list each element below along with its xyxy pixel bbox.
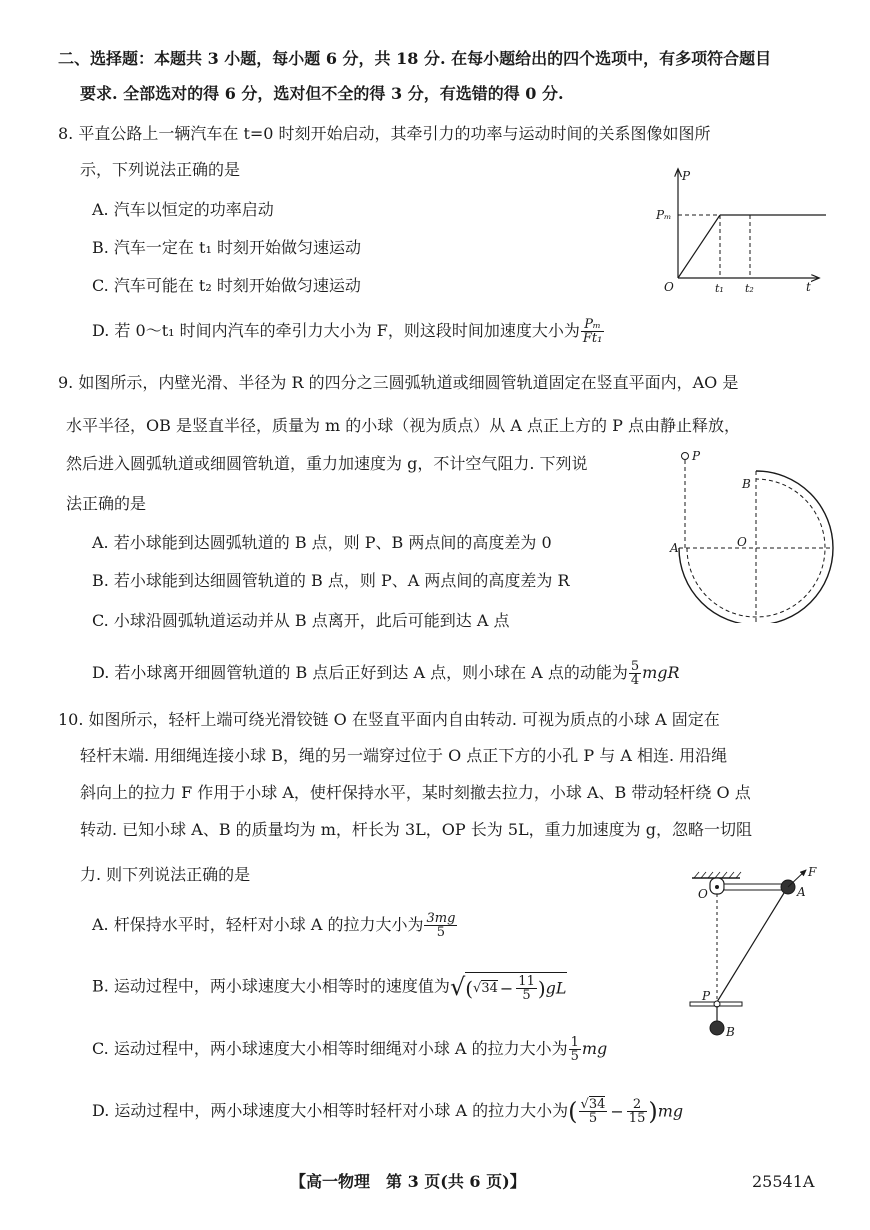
q10-label-b: B bbox=[726, 1025, 735, 1039]
q10-b-unit: gL bbox=[545, 978, 567, 998]
q10-option-b-text: B. 运动过程中，两小球速度大小相等时的速度值为 bbox=[92, 976, 450, 996]
q10-option-d-text: D. 运动过程中，两小球速度大小相等时轻杆对小球 A 的拉力大小为 bbox=[92, 1101, 569, 1120]
q9-ball-p bbox=[682, 453, 689, 460]
q10-d-numerator2: 2 bbox=[627, 1098, 648, 1112]
q10-d-open-paren: ( bbox=[568, 1097, 578, 1126]
q9-stem-line3: 然后进入圆弧轨道或细圆管轨道，重力加速度为 g，不计空气阻力. 下列说 bbox=[66, 454, 588, 473]
q10-d-fraction2 bbox=[627, 1098, 648, 1125]
q8-label-o: O bbox=[664, 280, 674, 294]
q10-stem-line2: 轻杆末端. 用细绳连接小球 B，绳的另一端穿过位于 O 点正下方的小孔 P 与 A 相连. 用沿绳 bbox=[80, 746, 728, 765]
q10-d-fraction1 bbox=[579, 1098, 608, 1125]
section-header-line1: 二、选择题：本题共 3 小题，每小题 6 分，共 18 分. 在每小题给出的四个选项中，有多项符合题目 bbox=[58, 49, 772, 68]
q10-d-minus: − bbox=[610, 1101, 624, 1121]
q10-d-sqrt-34: 34 bbox=[588, 1097, 606, 1112]
q10-d-numerator1: √34 bbox=[580, 1097, 606, 1112]
q9-stem-line4: 法正确的是 bbox=[66, 494, 147, 513]
q8-stem-line2: 示，下列说法正确的是 bbox=[80, 160, 241, 179]
q8-power-time-graph bbox=[640, 160, 830, 300]
q9-circular-track-figure bbox=[666, 448, 836, 623]
q9-stem-line2: 水平半径，OB 是竖直半径，质量为 m 的小球（视为质点）从 A 点正上方的 P 点由静止释放， bbox=[66, 416, 740, 435]
q10-label-o: O bbox=[698, 887, 708, 901]
q8-label-p: P bbox=[682, 169, 691, 183]
q8-label-t2: t₂ bbox=[745, 282, 754, 295]
q8-d-numerator: Pₘ bbox=[581, 318, 604, 332]
q10-d-close-paren: ) bbox=[648, 1097, 658, 1126]
q9-option-d bbox=[92, 660, 680, 687]
q10-c-numerator: 1 bbox=[570, 1035, 579, 1050]
q10-rope-ap bbox=[717, 893, 784, 1002]
q10-b-radical-sign: √ bbox=[449, 973, 466, 1001]
q8-ramp-line bbox=[678, 215, 720, 278]
q10-label-a: A bbox=[797, 885, 806, 899]
q8-label-t: t bbox=[806, 280, 811, 294]
q10-option-c-fraction bbox=[569, 1036, 581, 1063]
q10-c-denominator: 5 bbox=[570, 1049, 579, 1064]
q8-option-a: A. 汽车以恒定的功率启动 bbox=[92, 200, 274, 219]
page-footer: 【高一物理 第 3 页(共 6 页)】 bbox=[290, 1172, 526, 1191]
q10-b-radicand bbox=[465, 972, 566, 1002]
q10-b-denominator: 5 bbox=[522, 988, 531, 1003]
q8-option-b: B. 汽车一定在 t₁ 时刻开始做匀速运动 bbox=[92, 238, 361, 257]
q10-hinge-pin bbox=[715, 885, 719, 889]
q10-stem-line5: 力. 则下列说法正确的是 bbox=[80, 865, 251, 884]
q10-rod-rope-figure bbox=[684, 862, 824, 1052]
q10-label-f: F bbox=[808, 865, 817, 879]
q8-option-d bbox=[92, 318, 605, 345]
q9-stem-line1: 9. 如图所示，内壁光滑、半径为 R 的四分之三圆弧轨道或细圆管轨道固定在竖直平面内，AO 是 bbox=[58, 373, 739, 392]
q10-d-denominator1: 5 bbox=[588, 1111, 598, 1126]
q10-label-p: P bbox=[702, 989, 711, 1003]
q10-b-minus: − bbox=[499, 978, 514, 998]
q10-ball-b bbox=[710, 1021, 724, 1035]
q9-d-numerator: 5 bbox=[630, 659, 640, 674]
q9-option-d-fraction bbox=[629, 660, 641, 687]
q10-d-denominator2: 15 bbox=[628, 1111, 646, 1126]
q9-option-d-text: D. 若小球离开细圆管轨道的 B 点后正好到达 A 点，则小球在 A 点的动能为 bbox=[92, 663, 628, 682]
q8-option-d-text: D. 若 0～t₁ 时间内汽车的牵引力大小为 F，则这段时间加速度大小为 bbox=[92, 321, 580, 340]
q9-option-b: B. 若小球能到达细圆管轨道的 B 点，则 P、A 两点间的高度差为 R bbox=[92, 571, 570, 590]
q8-option-c: C. 汽车可能在 t₂ 时刻开始做匀速运动 bbox=[92, 276, 361, 295]
q8-label-pm: Pₘ bbox=[656, 208, 672, 222]
q8-stem-line1: 8. 平直公路上一辆汽车在 t=0 时刻开始启动，其牵引力的功率与运动时间的关系图像如图所 bbox=[58, 124, 711, 143]
q10-b-inner-sqrt: √34 bbox=[473, 981, 498, 996]
section-header-line2: 要求. 全部选对的得 6 分，选对但不全的得 3 分，有选错的得 0 分. bbox=[80, 84, 564, 103]
q8-d-denominator: Ft₁ bbox=[582, 331, 603, 346]
q9-label-b: B bbox=[742, 477, 751, 491]
q10-stem-line4: 转动. 已知小球 A、B 的质量均为 m，杆长为 3L，OP 长为 5L，重力加速度为 g，忽略一切阻 bbox=[80, 820, 752, 839]
q10-c-unit: mg bbox=[581, 1039, 608, 1058]
q9-label-p: P bbox=[692, 449, 701, 463]
q10-option-a-text: A. 杆保持水平时，轻杆对小球 A 的拉力大小为 bbox=[92, 915, 424, 934]
q9-option-a: A. 若小球能到达圆弧轨道的 B 点，则 P、B 两点间的高度差为 0 bbox=[92, 533, 552, 552]
q9-label-a: A bbox=[670, 541, 679, 555]
q10-b-close-paren: ) bbox=[537, 976, 546, 1001]
q10-b-fraction bbox=[516, 975, 537, 1002]
q10-rod bbox=[724, 884, 784, 890]
q9-d-unit: mgR bbox=[642, 663, 680, 682]
q10-b-sqrt-34: 34 bbox=[481, 981, 498, 996]
q10-b-open-paren: ( bbox=[465, 976, 474, 1001]
q10-option-a-fraction bbox=[424, 912, 457, 939]
q10-stem-line3: 斜向上的拉力 F 作用于小球 A，使杆保持水平，某时刻撤去拉力，小球 A、B 带动轻杆绕 O 点 bbox=[80, 783, 751, 802]
q10-a-numerator: 3mg bbox=[426, 911, 456, 926]
q10-option-c-text: C. 运动过程中，两小球速度大小相等时细绳对小球 A 的拉力大小为 bbox=[92, 1039, 568, 1058]
q9-option-c: C. 小球沿圆弧轨道运动并从 B 点离开，此后可能到达 A 点 bbox=[92, 611, 510, 630]
q10-a-denominator: 5 bbox=[436, 925, 446, 940]
q10-option-b bbox=[92, 972, 567, 1002]
exam-code: 25541A bbox=[752, 1172, 815, 1191]
q10-d-unit: mg bbox=[657, 1101, 684, 1121]
q9-label-o: O bbox=[737, 535, 747, 549]
q8-label-t1: t₁ bbox=[715, 282, 724, 295]
q8-option-d-fraction bbox=[581, 318, 604, 345]
q10-stem-line1: 10. 如图所示，轻杆上端可绕光滑铰链 O 在竖直平面内自由转动. 可视为质点的小球 A 固定在 bbox=[58, 710, 720, 729]
q10-b-numerator: 11 bbox=[518, 974, 535, 989]
q10-ceiling-hatch bbox=[694, 872, 741, 878]
q10-option-c bbox=[92, 1036, 607, 1063]
q9-d-denominator: 4 bbox=[630, 673, 640, 688]
q10-option-d bbox=[92, 1098, 683, 1125]
q10-option-a bbox=[92, 912, 458, 939]
